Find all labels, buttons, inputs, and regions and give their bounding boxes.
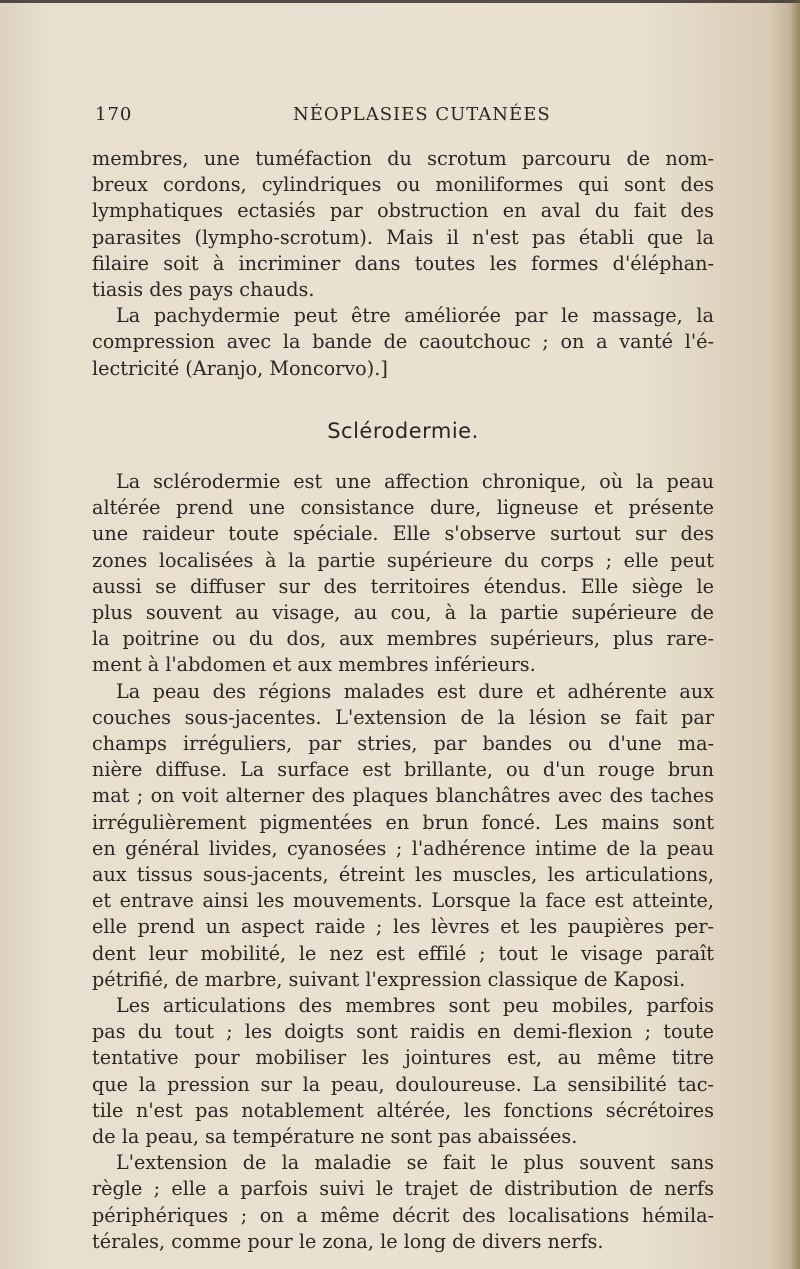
text-line: breux cordons, cylindriques ou moniliformes qui sont des — [92, 173, 714, 197]
text-line: zones localisées à la partie supérieure du corps ; elle peut — [92, 548, 714, 572]
text-line: en général livides, cyanosées ; l'adhérence intime de la peau — [92, 836, 714, 860]
text-line: dent leur mobilité, le nez est effilé ; tout le visage paraît — [92, 941, 714, 965]
text-line: altérée prend une consistance dure, ligneuse et présente — [92, 496, 714, 520]
page-number: 170 — [95, 104, 133, 125]
text-line: périphériques ; on a même décrit des localisations hémila- — [92, 1203, 714, 1227]
text-line: parasites (lympho-scrotum). Mais il n'est pas établi que la — [92, 225, 714, 249]
text-line: tiasis des pays chauds. — [92, 278, 315, 302]
text-line: tile n'est pas notablement altérée, les fonctions sécrétoires — [92, 1098, 714, 1122]
text-line: la poitrine ou du dos, aux membres supérieurs, plus rare- — [92, 627, 714, 651]
text-line: membres, une tuméfaction du scrotum parcouru de nom- — [92, 147, 714, 170]
text-line: elle prend un aspect raide ; les lèvres et les paupières per- — [92, 915, 714, 939]
running-title: NÉOPLASIES CUTANÉES — [293, 104, 551, 125]
page-edge-shadow — [790, 0, 800, 1269]
text-line: et entrave ainsi les mouvements. Lorsque la face est atteinte, — [92, 889, 714, 913]
paragraph-block-1 — [92, 146, 714, 382]
text-line: règle ; elle a parfois suivi le trajet de distribution de nerfs — [92, 1177, 714, 1201]
text-line: couches sous-jacentes. L'extension de la lésion se fait par — [92, 705, 714, 729]
text-line: La pachydermie peut être améliorée par le massage, la — [116, 304, 714, 328]
top-border — [0, 0, 800, 3]
text-line: Les articulations des membres sont peu mobiles, parfois — [116, 994, 714, 1018]
text-line: La peau des régions malades est dure et adhérente aux — [116, 679, 714, 703]
text-line: compression avec la bande de caoutchouc ; on a vanté l'é- — [92, 330, 714, 354]
text-line: mat ; on voit alterner des plaques blanchâtres avec des taches — [92, 784, 714, 808]
text-line: irrégulièrement pigmentées en brun foncé. Les mains sont — [92, 810, 714, 834]
text-line: champs irréguliers, par stries, par bandes ou d'une ma- — [92, 732, 714, 756]
text-line: plus souvent au visage, au cou, à la partie supérieure de — [92, 601, 714, 625]
text-line: pas du tout ; les doigts sont raidis en demi-flexion ; toute — [92, 1020, 714, 1044]
text-line: aussi se diffuser sur des territoires étendus. Elle siège le — [92, 574, 714, 598]
text-line: ment à l'abdomen et aux membres inférieurs. — [92, 653, 536, 677]
text-line: de la peau, sa température ne sont pas abaissées. — [92, 1125, 578, 1149]
text-line: pétrifié, de marbre, suivant l'expression classique de Kaposi. — [92, 967, 686, 991]
text-line: tentative pour mobiliser les jointures est, au même titre — [92, 1046, 714, 1070]
text-line: térales, comme pour le zona, le long de divers nerfs. — [92, 1229, 604, 1253]
text-line: aux tissus sous-jacents, étreint les muscles, les articulations, — [92, 863, 714, 887]
text-line: La sclérodermie est une affection chronique, où la peau — [116, 470, 714, 493]
section-heading: Sclérodermie. — [327, 419, 479, 443]
text-line: lymphatiques ectasiés par obstruction en aval du fait des — [92, 199, 714, 223]
paragraph-block-2 — [92, 469, 714, 1255]
text-line: nière diffuse. La surface est brillante, ou d'un rouge brun — [92, 758, 714, 782]
text-line: une raideur toute spéciale. Elle s'observe surtout sur des — [92, 522, 714, 546]
text-line: L'extension de la maladie se fait le plus souvent sans — [116, 1151, 714, 1175]
text-line: lectricité (Aranjo, Moncorvo).] — [92, 356, 388, 380]
text-line: filaire soit à incriminer dans toutes les formes d'éléphan- — [92, 251, 714, 275]
text-line: que la pression sur la peau, douloureuse. La sensibilité tac- — [92, 1072, 714, 1096]
page-header — [95, 104, 715, 134]
